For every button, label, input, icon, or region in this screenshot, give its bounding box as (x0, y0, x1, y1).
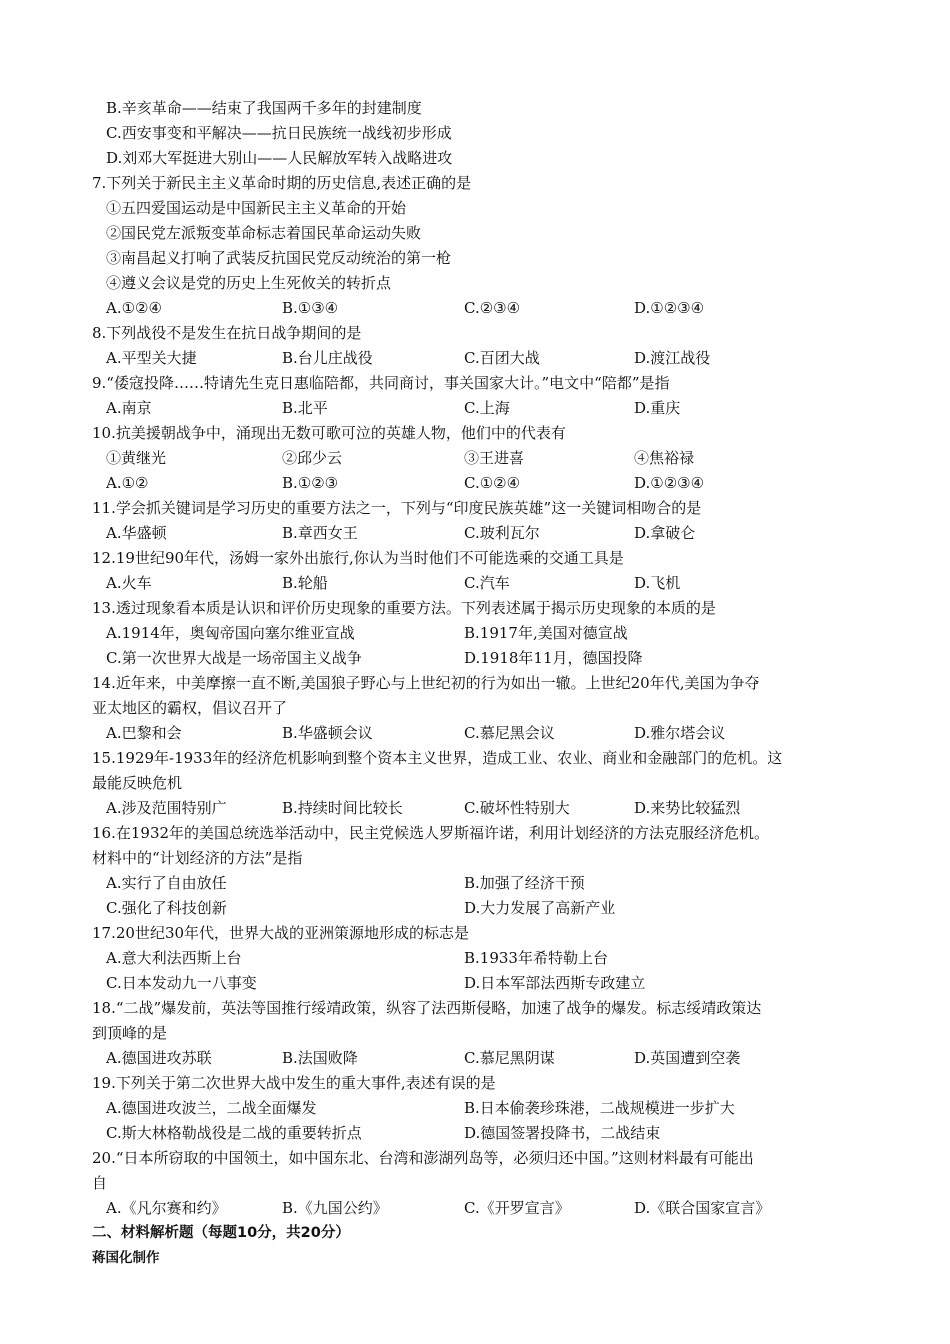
q19-stem: 19.下列关于第二次世界大战中发生的重大事件,表述有误的是 (92, 1074, 496, 1092)
q20-option-d: D.《联合国家宣言》 (634, 1199, 771, 1217)
q12-option-d: D.飞机 (634, 574, 681, 592)
q16-options-row2 (92, 896, 870, 921)
q7-option-b: B.①③④ (282, 299, 339, 317)
q20-stem-line2: 自 (92, 1174, 108, 1192)
q10-option-c: C.①②④ (464, 474, 521, 492)
q7-item-2: ②国民党左派叛变革命标志着国民革命运动失败 (106, 224, 422, 242)
q12-option-c: C.汽车 (464, 574, 510, 592)
q13-options-row1 (92, 621, 870, 646)
q17-option-d: D.日本军部法西斯专政建立 (464, 974, 646, 992)
q11-option-c: C.玻利瓦尔 (464, 524, 540, 542)
q7-options (92, 296, 870, 321)
q15-options (92, 796, 870, 821)
q11-option-d: D.拿破仑 (634, 524, 696, 542)
q6-option-c: C.西安事变和平解决——抗日民族统一战线初步形成 (106, 124, 452, 142)
q13-options-row2 (92, 646, 870, 671)
q16-option-a: A.实行了自由放任 (106, 874, 227, 892)
q7-item-1: ①五四爱国运动是中国新民主主义革命的开始 (106, 199, 407, 217)
q15-option-a: A.涉及范围特别广 (106, 799, 227, 817)
q14-option-a: A.巴黎和会 (106, 724, 182, 742)
q16-options-row1 (92, 871, 870, 896)
q10-items (92, 446, 870, 471)
q10-option-b: B.①②③ (282, 474, 339, 492)
q14-option-c: C.慕尼黑会议 (464, 724, 555, 742)
q9-option-c: C.上海 (464, 399, 510, 417)
q15-stem-line2: 最能反映危机 (92, 774, 183, 792)
q15-option-d: D.来势比较猛烈 (634, 799, 741, 817)
q17-options-row1 (92, 946, 870, 971)
q11-stem: 11.学会抓关键词是学习历史的重要方法之一，下列与“印度民族英雄”这一关键词相吻合的是 (92, 499, 702, 517)
q16-stem-line1: 16.在1932年的美国总统选举活动中，民主党候选人罗斯福许诺，利用计划经济的方法克服经济危机。 (92, 824, 770, 842)
q10-option-d: D.①②③④ (634, 474, 705, 492)
q10-stem: 10.抗美援朝战争中，涌现出无数可歌可泣的英雄人物，他们中的代表有 (92, 424, 566, 442)
q16-option-c: C.强化了科技创新 (106, 899, 227, 917)
q19-options-row1 (92, 1096, 870, 1121)
q19-option-d: D.德国签署投降书，二战结束 (464, 1124, 661, 1142)
q6-option-b: B.辛亥革命——结束了我国两千多年的封建制度 (106, 99, 422, 117)
q18-option-b: B.法国败降 (282, 1049, 358, 1067)
q11-option-a: A.华盛顿 (106, 524, 167, 542)
q7-item-3: ③南昌起义打响了武装反抗国民党反动统治的第一枪 (106, 249, 452, 267)
q8-options (92, 346, 870, 371)
q10-item-4: ④焦裕禄 (634, 449, 695, 467)
q9-option-a: A.南京 (106, 399, 152, 417)
q20-option-b: B.《九国公约》 (282, 1199, 388, 1217)
q18-option-d: D.英国遭到空袭 (634, 1049, 741, 1067)
q10-item-2: ②邱少云 (282, 449, 343, 467)
q13-option-a: A.1914年，奥匈帝国向塞尔维亚宣战 (106, 624, 355, 642)
q13-option-b: B.1917年,美国对德宣战 (464, 624, 628, 642)
q14-stem-line2: 亚太地区的霸权，倡议召开了 (92, 699, 288, 717)
q16-option-d: D.大力发展了高新产业 (464, 899, 616, 917)
q20-option-a: A.《凡尔赛和约》 (106, 1199, 227, 1217)
q17-stem: 17.20世纪30年代，世界大战的亚洲策源地形成的标志是 (92, 924, 470, 942)
q19-option-c: C.斯大林格勒战役是二战的重要转折点 (106, 1124, 362, 1142)
q19-option-b: B.日本偷袭珍珠港，二战规模进一步扩大 (464, 1099, 735, 1117)
q13-option-c: C.第一次世界大战是一场帝国主义战争 (106, 649, 362, 667)
q12-options (92, 571, 870, 596)
q14-stem-line1: 14.近年来，中美摩擦一直不断,美国狼子野心与上世纪初的行为如出一辙。上世纪20年代,美国为争夺 (92, 674, 760, 692)
q9-stem: 9.“倭寇投降……特请先生克日惠临陪都，共同商讨，事关国家大计。”电文中“陪都”是指 (92, 374, 670, 392)
q15-option-c: C.破坏性特别大 (464, 799, 570, 817)
q14-options (92, 721, 870, 746)
q12-option-a: A.火车 (106, 574, 152, 592)
q18-stem-line2: 到顶峰的是 (92, 1024, 168, 1042)
q8-option-c: C.百团大战 (464, 349, 540, 367)
q20-option-c: C.《开罗宣言》 (464, 1199, 570, 1217)
q7-option-c: C.②③④ (464, 299, 521, 317)
q19-options-row2 (92, 1121, 870, 1146)
q19-option-a: A.德国进攻波兰，二战全面爆发 (106, 1099, 317, 1117)
q7-option-d: D.①②③④ (634, 299, 705, 317)
q11-options (92, 521, 870, 546)
section-2-heading: 二、材料解析题（每题10分，共20分） (92, 1225, 350, 1241)
q18-option-a: A.德国进攻苏联 (106, 1049, 212, 1067)
q11-option-b: B.章西女王 (282, 524, 358, 542)
q17-options-row2 (92, 971, 870, 996)
q9-option-d: D.重庆 (634, 399, 681, 417)
q10-item-1: ①黄继光 (106, 449, 167, 467)
q14-option-b: B.华盛顿会议 (282, 724, 373, 742)
q18-stem-line1: 18.“二战”爆发前，英法等国推行绥靖政策，纵容了法西斯侵略，加速了战争的爆发。标志绥靖政策达 (92, 999, 762, 1017)
q6-option-d: D.刘邓大军挺进大别山——人民解放军转入战略进攻 (106, 149, 453, 167)
q7-item-4: ④遵义会议是党的历史上生死攸关的转折点 (106, 274, 392, 292)
q7-stem: 7.下列关于新民主主义革命时期的历史信息,表述正确的是 (92, 174, 472, 192)
q12-option-b: B.轮船 (282, 574, 328, 592)
q8-option-d: D.渡江战役 (634, 349, 711, 367)
q13-stem: 13.透过现象看本质是认识和评价历史现象的重要方法。下列表述属于揭示历史现象的本质的是 (92, 599, 716, 617)
q18-options (92, 1046, 870, 1071)
q17-option-a: A.意大利法西斯上台 (106, 949, 242, 967)
q13-option-d: D.1918年11月，德国投降 (464, 649, 643, 667)
q16-option-b: B.加强了经济干预 (464, 874, 585, 892)
q17-option-c: C.日本发动九一八事变 (106, 974, 257, 992)
q20-options (92, 1196, 870, 1221)
q20-stem-line1: 20.“日本所窃取的中国领土，如中国东北、台湾和澎湖列岛等，必须归还中国。”这则材料最有可能出 (92, 1149, 754, 1167)
q10-options (92, 471, 870, 496)
footer-author: 蒋国化制作 (92, 1250, 160, 1266)
q7-option-a: A.①②④ (106, 299, 162, 317)
q10-option-a: A.①② (106, 474, 149, 492)
q9-option-b: B.北平 (282, 399, 328, 417)
q10-item-3: ③王进喜 (464, 449, 525, 467)
q14-option-d: D.雅尔塔会议 (634, 724, 726, 742)
q8-option-b: B.台儿庄战役 (282, 349, 373, 367)
q15-option-b: B.持续时间比较长 (282, 799, 403, 817)
q15-stem-line1: 15.1929年-1933年的经济危机影响到整个资本主义世界，造成工业、农业、商业和金融部门的危机。这 (92, 749, 783, 767)
q18-option-c: C.慕尼黑阴谋 (464, 1049, 555, 1067)
q17-option-b: B.1933年希特勒上台 (464, 949, 608, 967)
q8-stem: 8.下列战役不是发生在抗日战争期间的是 (92, 324, 362, 342)
q9-options (92, 396, 870, 421)
q8-option-a: A.平型关大捷 (106, 349, 197, 367)
q16-stem-line2: 材料中的“计划经济的方法”是指 (92, 849, 303, 867)
q12-stem: 12.19世纪90年代，汤姆一家外出旅行,你认为当时他们不可能选乘的交通工具是 (92, 549, 624, 567)
